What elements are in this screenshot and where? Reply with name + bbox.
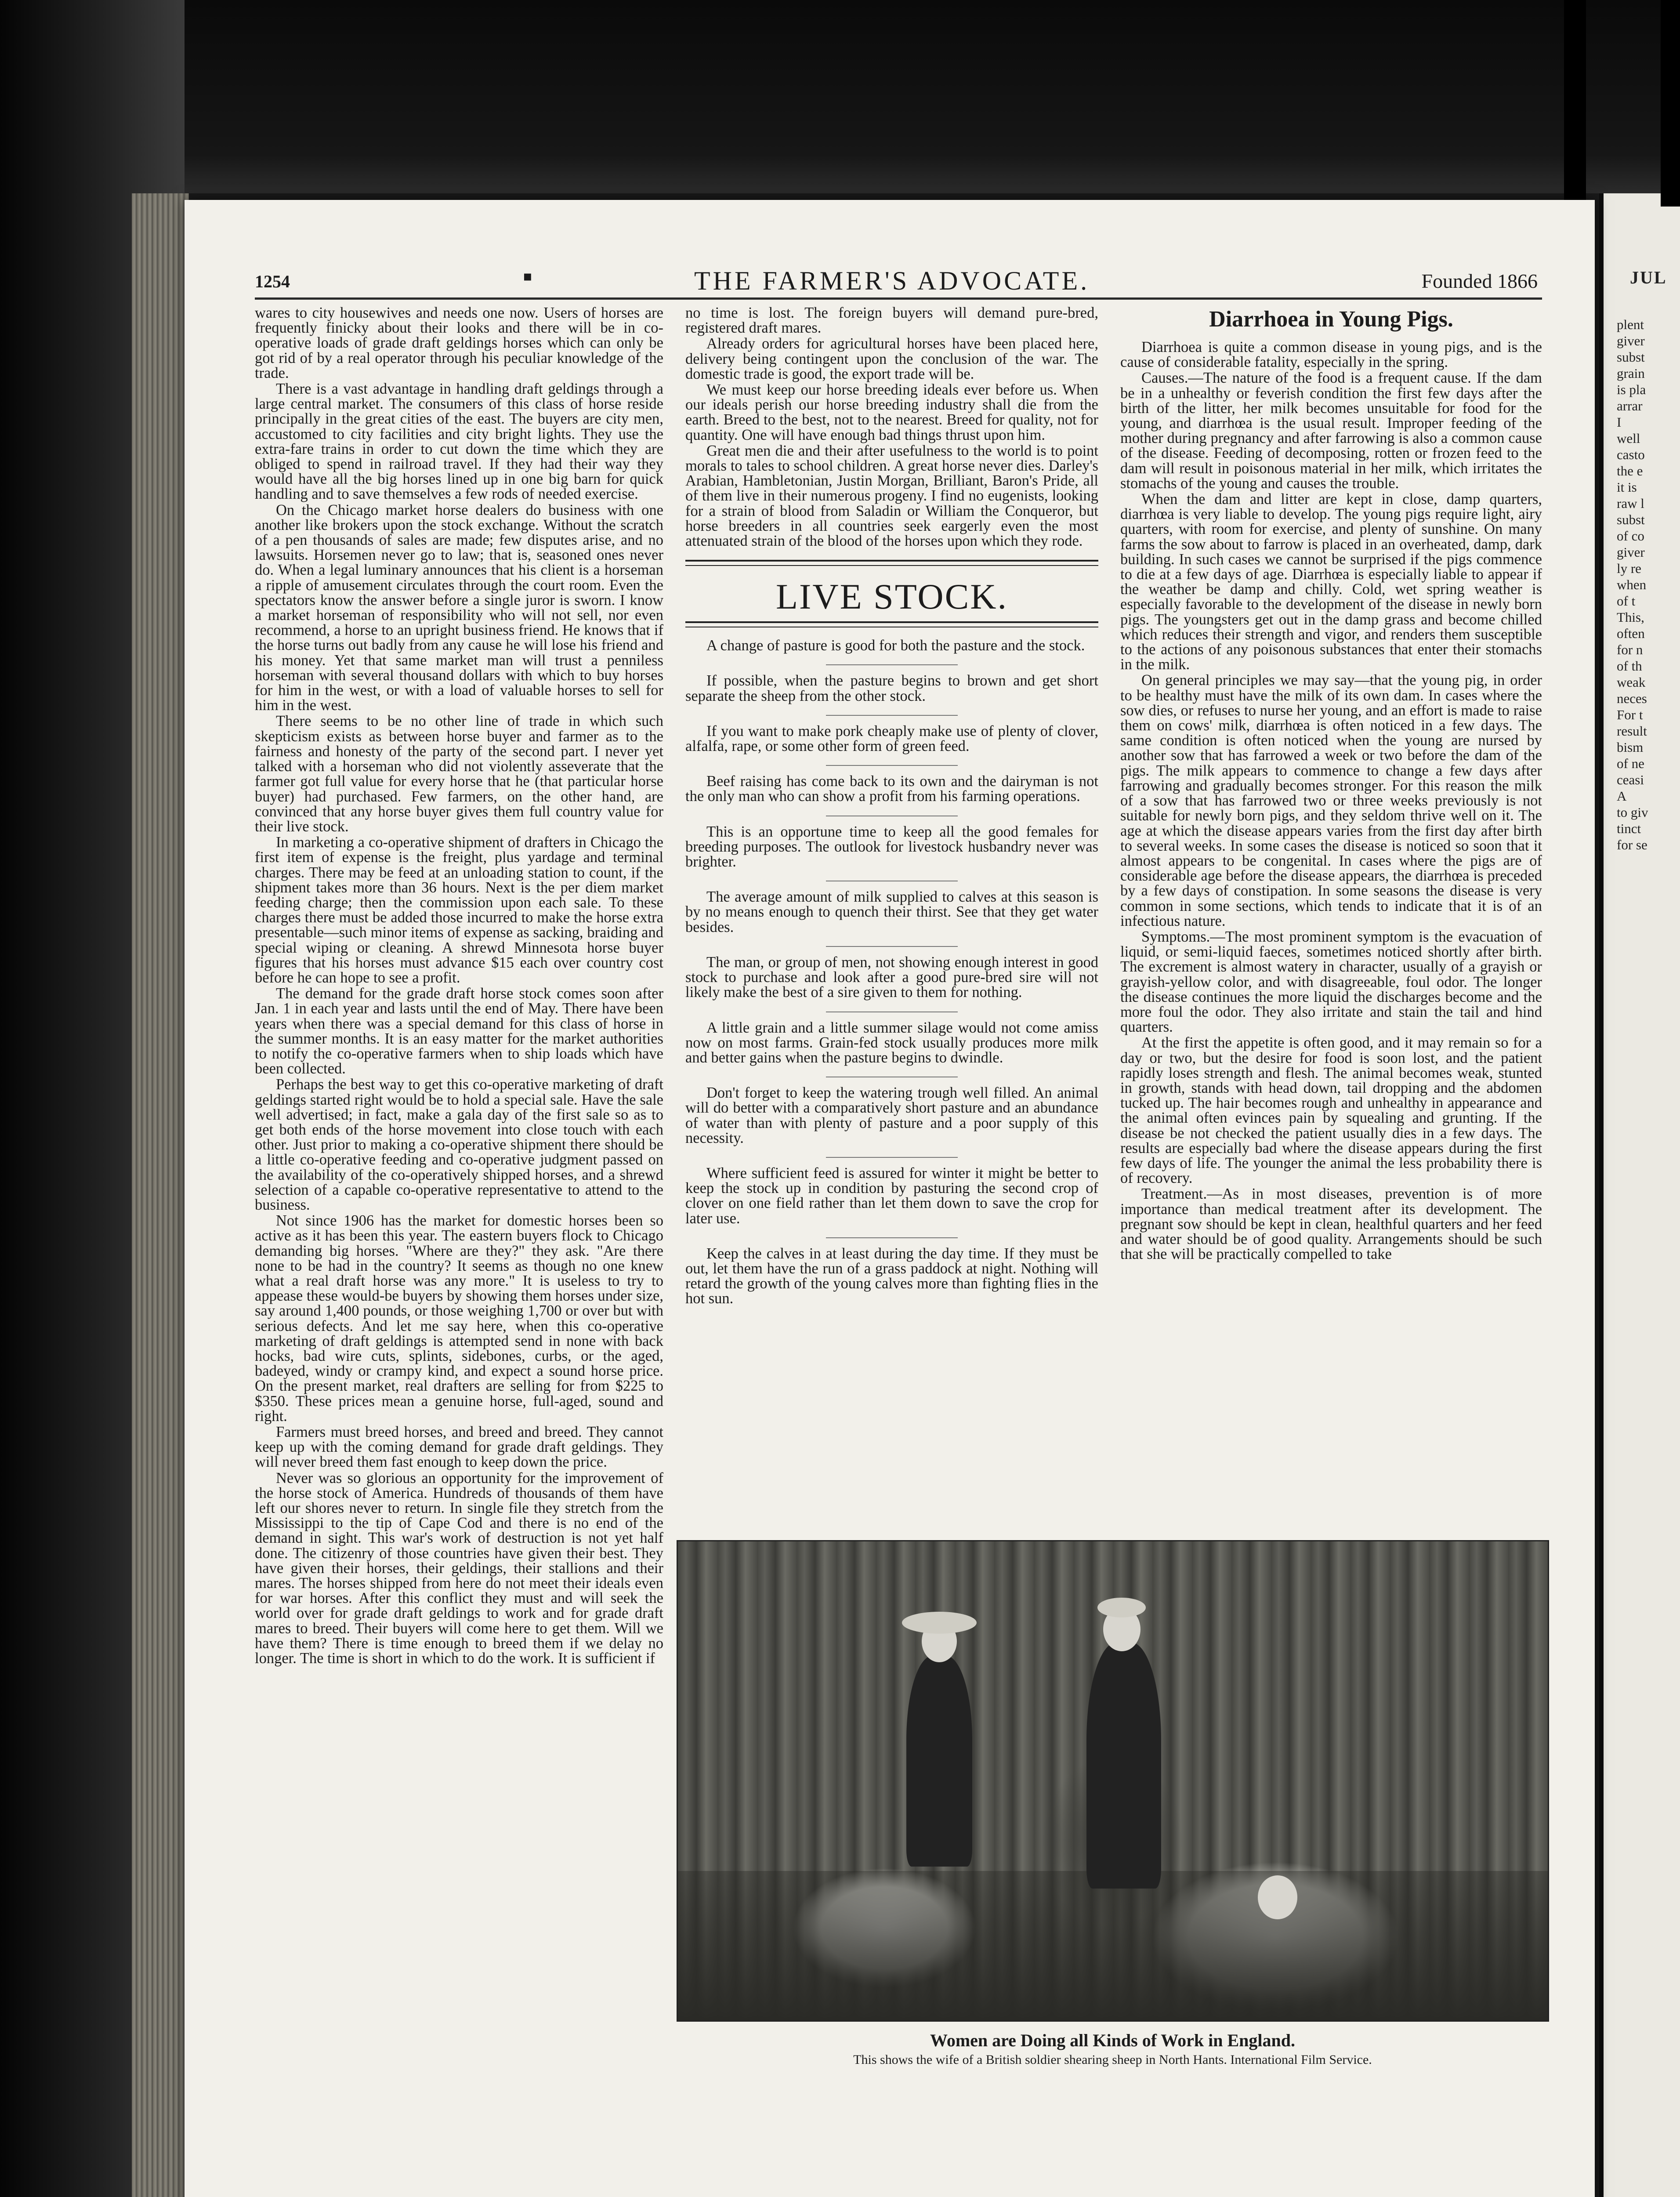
article-paragraph: On general principles we may say—that the young pig, in order to be healthy must have the milk of its own dam. In cases where the sow dies, or refuses to nurse her young, and an effort is made to raise them on cows' milk, diarrhœa is often noticed in a few days. The same condition is often noticed when the young are nursed by another sow that has farrowed a week or two before the dam of the pigs. The milk appears to commence to change a few days after farrowing and gradually becomes stronger. For this reason the milk of a sow that has farrowed two or three weeks previously is not suitable for newly born pigs, and they seldom thrive well on it. The age at which the disease appears varies from the first day after birth to several weeks. In some cases the disease is noticed so soon that it almost appears to be congenital. In cases where the pigs are of considerable age before the disease appears, the diarrhœa is preceded by a few days of constipation. In some seasons the disease is very common in some sections, which tends to indicate that it is of an infectious nature. [1120,672,1542,929]
page-header [255,266,1538,297]
woman-hat [902,1612,977,1634]
article-paragraph: Not since 1906 has the market for domestic horses been so active as it has been this year. The eastern buyers flock to Chicago demanding big horses. "Where are they?" they ask. "Are there none to be had in the country? It seems as though no one knew what a real draft horse was any more." It is useless to try to appease these would-be buyers by showing them horses under size, say around 1,400 pounds, or those weighing 1,700 or over but with serious defects. And let me say here, when this co-operative marketing of draft geldings is attempted send in none with back hocks, bad wire cuts, splints, sidebones, curbs, or the aged, badeyed, windy or crampy kind, and expect a sound horse price. On the present market, real drafters are selling for from $225 to $350. These prices mean a genuine horse, full-aged, sound and right. [255,1212,663,1425]
live-stock-tip: This is an opportune time to keep all the good females for breeding purposes. The outlook for livestock husbandry never was brighter. [685,823,1098,870]
live-stock-tip: If possible, when the pasture begins to brown and get short separate the sheep from the other stock. [685,672,1098,704]
diarrhoea-heading: Diarrhoea in Young Pigs. [1209,307,1453,332]
child-face [1258,1875,1297,1919]
article-paragraph: Symptoms.—The most prominent symptom is the evacuation of liquid, or semi-liquid faeces, sometimes noticed shortly after birth. The excrement is almost watery in character, usually of a grayish or grayish-yellow color, and with disagreeable, foul odor. The longer the disease continues the more liquid the discharges become and the more foul the odor. They also irritate and stain the tail and hind quarters. [1120,928,1542,1036]
tip-separator [826,1237,958,1238]
article-paragraph: Perhaps the best way to get this co-operative marketing of draft geldings started right would be to hold a special sale. Have the sale well advertised; in fact, make a gala day of the first sale so as to get both ends of the horse movement into close touch with each other. Just prior to making a co-operative shipment there should be a little co-operative feeding and co-operative judgment passed on the availability of the co-operatively shipped horses, and a shrewd selection of a capable co-operative representative to attend to the business. [255,1076,663,1213]
sheep-shearing-photo [677,1540,1549,2022]
article-paragraph: Great men die and their after usefulness to the world is to point morals to tales to school children. A great horse never dies. Darley's Arabian, Hambletonian, Justin Morgan, Brilliant, Baron's Pride, all of them live in their numerous progeny. I find no eugenists, looking for a strain of blood from Saladin or William the Conqueror, but horse breeders in all countries seek eargerly even the most attenuated strain of the blood of the horses upon which they rode. [685,442,1098,550]
scan-background-top [0,0,1680,193]
live-stock-tip: Keep the calves in at least during the day time. If they must be out, let them have the run of a grass paddock at night. Nothing will retard the growth of the young calves more than fighting flies in the hot sun. [685,1245,1098,1307]
article-paragraph: In marketing a co-operative shipment of drafters in Chicago the first item of expense is the freight, plus yardage and terminal charges. There may be feed at an unloading station to count, if the shipment takes more than 36 hours. Next is the per diem market feeding charge; then the commission upon each sale. To these charges there must be added those incurred to make the horse extra presentable—such minor items of expense as sacking, braiding and special wiping or cleaning. A shrewd Minnesota horse buyer figures that his horses must advance $15 each over country cost before he can hope to see a profit. [255,834,663,986]
column-3 [1120,305,1542,1262]
article-paragraph: wares to city housewives and needs one now. Users of horses are frequently finicky about their looks and there will be in co-operative loads of grade draft geldings horses which can only be got rid of by a real operator through his peculiar knowledge of the trade. [255,305,663,381]
article-paragraph: no time is lost. The foreign buyers will demand pure-bred, registered draft mares. [685,305,1098,337]
article-paragraph: Already orders for agricultural horses have been placed here, delivery being contingent upon the conclusion of the war. The domestic trade is good, the export trade will be. [685,335,1098,382]
publication-title: THE FARMER'S ADVOCATE. [694,266,1090,295]
article-paragraph: The demand for the grade draft horse stock comes soon after Jan. 1 in each year and lasts until the end of May. There have been years when there was a special demand for this class of horse in the summer months. It is an easy matter for the market authorities to notify the co-operative farmers when to ship loads which have been collected. [255,985,663,1077]
live-stock-tip: If you want to make pork cheaply make use of plenty of clover, alfalfa, rape, or some other form of green feed. [685,722,1098,755]
article-paragraph: There seems to be no other line of trade in which such skepticism exists as between horse buyer and farmer as to the fairness and honesty of the party of the second part. I never yet talked with a horseman who did not violently asseverate that the farmer got full value for every horse that he (that particular horse buyer) had purchased. Few farmers, on the other hand, are convinced that any horse buyer gives them full country value for their live stock. [255,713,663,835]
founded-note: Founded 1866 [1421,270,1538,292]
newspaper-page [185,200,1595,2197]
column-2 [685,305,1098,1306]
tip-separator [826,946,958,947]
scan-clip-bar-right [1661,0,1680,207]
page-number: 1254 [255,272,290,291]
facing-page-fragment [1599,193,1680,2197]
photo-caption [677,2030,1549,2069]
header-rule [255,297,1542,300]
photo-ground [678,1871,1548,2020]
woman-figure [906,1656,972,1867]
facing-page-text: plent giver subst grain is pla arrar I well casto the e it is raw l subst of co giver ly re when of t This, often for n of th weak neces For t result bism of ne ceasi A to giv tinct for se [1617,317,1648,852]
caption-title: Women are Doing all Kinds of Work in England. [930,2030,1295,2050]
tip-separator [826,765,958,766]
live-stock-tip: Beef raising has come back to its own and the dairyman is not the only man who can show a profit from his farming operations. [685,773,1098,805]
header-mark: ▪ [523,268,532,284]
live-stock-tip: A change of pasture is good for both the pasture and the stock. [706,637,1085,654]
man-cap [1097,1598,1146,1617]
live-stock-tip: The man, or group of men, not showing enough interest in good stock to purchase and look after a good pure-bred sire will not likely make the best of a sire given to them for nothing. [685,953,1098,1001]
column-1 [255,305,663,1667]
tip-separator [826,1157,958,1158]
scan-clip-bar [1564,0,1586,207]
live-stock-tip: The average amount of milk supplied to calves at this season is by no means enough to quench their thirst. See that they get water besides. [685,888,1098,935]
article-paragraph: There is a vast advantage in handling draft geldings through a large central market. The consumers of this class of horse reside principally in the great cities of the east. The buyers are city men, accustomed to city facilities and city bright lights. They use the extra-fare trains in order to cut down the time which they are obliged to spend in railroad travel. If they had their way they would have all the big horses lined up in one big barn for quick handling and to save themselves a few rods of needed exercise. [255,381,663,503]
article-paragraph: Farmers must breed horses, and breed and breed. They cannot keep up with the coming demand for grade draft geldings. They will never breed them fast enough to keep down the price. [255,1424,663,1471]
man-figure [1086,1642,1161,1889]
article-paragraph: When the dam and litter are kept in close, damp quarters, diarrhœa is very liable to develop. The young pigs require light, airy quarters, with room for exercise, and plenty of sunshine. On many farms the sow about to farrow is placed in an overheated, damp, dark building. In such cases we cannot be surprised if the pigs commence to die at a few days of age. Diarrhœa is especially liable to appear if the weather be damp and chilly. Cold, wet spring weather is especially favorable to the development of the disease in newly born pigs. The youngsters get out in the damp grass and become chilled which reduces their strength and vigor, and renders them susceptible to the actions of any poisonous substances that enter their stomachs in the milk. [1120,491,1542,673]
book-spine-edge [132,193,189,2197]
live-stock-tip: Where sufficient feed is assured for winter it might be better to keep the stock up in condition by pasturing the second crop of clover on one field rather than let them down to save the crop for later use. [685,1164,1098,1227]
section-rule [685,560,1098,566]
article-paragraph: We must keep our horse breeding ideals ever before us. When our ideals perish our horse breeding industry shall die from the earth. Breed to the best, not to the nearest. Breed for quality, not for quantity. One will have enough bad things thrust upon him. [685,381,1098,443]
tip-separator [826,715,958,716]
facing-page-header: JUL [1630,268,1667,287]
article-paragraph: Causes.—The nature of the food is a frequent cause. If the dam be in a unhealthy or feverish condition the first few days after the birth of the litter, her milk becomes unsuitable for food for the young, and diarrhœa is the usual result. Improper feeding of the mother during pregnancy and after farrowing is also a common cause of the disease. Feeding of decomposing, rotten or frozen feed to the dam will result in poisonous material in her milk, which irritates the stomachs of the young and causes the trouble. [1120,370,1542,492]
article-paragraph: Treatment.—As in most diseases, prevention is of more importance than medical treatment after its development. The pregnant sow should be kept in clean, healthful quarters and her feed and water should be of good quality. Arrangements should be such that she will be practically compelled to take [1120,1186,1542,1263]
article-paragraph: At the first the appetite is often good, and it may remain so for a day or two, but the desire for food is soon lost, and the patient rapidly loses strength and flesh. The animal becomes weak, stunted in growth, stands with head down, tail dropping and the abdomen tucked up. The hair becomes rough and unhealthy in appearance and the animal often evinces pain by squealing and grunting. If the disease be not checked the patient usually dies in a few days. The results are especially bad where the disease appears during the first few days of life. The younger the animal the less probability there is of recovery. [1120,1034,1542,1187]
section-rule [685,621,1098,627]
caption-subtitle: This shows the wife of a British soldier shearing sheep in North Hants. International Film Service. [853,2052,1372,2067]
live-stock-heading: LIVE STOCK. [775,576,1008,617]
live-stock-tip: A little grain and a little summer silage would not come amiss now on most farms. Grain-fed stock usually produces more milk and better gains when the pasture begins to dwindle. [685,1019,1098,1066]
article-paragraph: On the Chicago market horse dealers do business with one another like brokers upon the stock exchange. Without the scratch of a pen thousands of sales are made; few disputes arise, and no lawsuits. Horsemen never go to law; that is, seasoned ones never do. When a legal luminary announces that his client is a horseman a ripple of amusement circulates through the court room. Even the spectators know the answer before a single juror is sworn. I know a market horseman of responsibility who will not sell, nor even recommend, a horse to an upright business friend. He knows that if the horse turns out badly from any cause he will lose his friend and his money. Yet that same market man will trust a penniless horseman with several thousand dollars with which to buy horses for him in the west, or with a load of valuable horses to sell for him in the west. [255,501,663,714]
article-paragraph: Diarrhoea is quite a common disease in young pigs, and is the cause of considerable fatality, especially in the spring. [1120,339,1542,371]
live-stock-tip: Don't forget to keep the watering trough well filled. An animal will do better with a comparatively short pasture and an abundance of water than with plenty of pasture and a poor supply of this necessity. [685,1084,1098,1146]
tip-separator [826,1011,958,1012]
tip-separator [826,664,958,665]
article-paragraph: Never was so glorious an opportunity for the improvement of the horse stock of America. Hundreds of thousands of them have left our shores never to return. In single file they stretch from the Mississippi to the tip of Cape Cod and there is no end of the demand in sight. This war's work of destruction is not yet half done. The citizenry of those countries have given their best. They have given their horses, their geldings, their stallions and their mares. The horses shipped from here do not meet their ideals even for war horses. After this conflict they must and will seek the world over for grade draft geldings to work and for grade draft mares to breed. Their buyers will come here to get them. Will we have them? There is time enough to breed them if we delay no longer. The time is short in which to do the work. It is sufficient if [255,1469,663,1667]
